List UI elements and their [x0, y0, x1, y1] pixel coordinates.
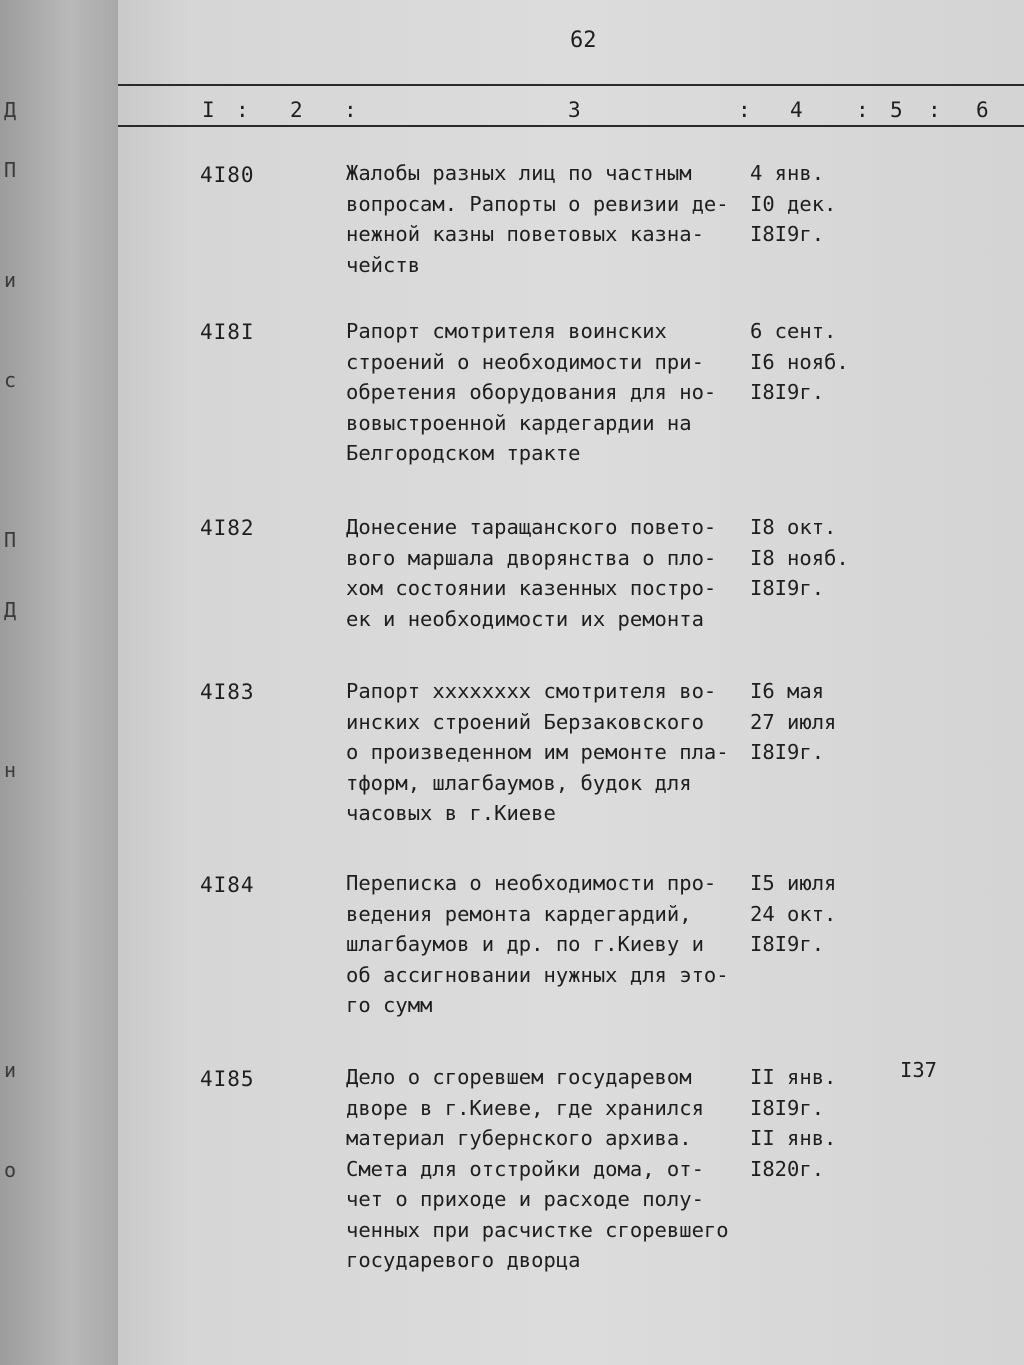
column-header-5: 5	[890, 98, 903, 122]
prev-page-mark: Д	[4, 598, 17, 622]
entry-description: Рапорт смотрителя воинских строений о необходимости при- обретения оборудования для но- вовыстроенной кардегардии на Белгородском тракте	[346, 319, 717, 465]
entry-dates: II янв. I8I9г. II янв. I820г.	[750, 1065, 837, 1181]
prev-page-mark: и	[4, 1058, 17, 1082]
entry-description: Донесение таращанского повето- вого маршала дворянства о пло- хом состоянии казенных постро- ек и необходимости их ремонта	[346, 515, 717, 631]
entry-number: 4I85	[200, 1067, 255, 1091]
prev-page-mark: и	[4, 268, 17, 292]
prev-page-mark: о	[4, 1158, 17, 1182]
entry-dates: 6 сент. I6 нояб. I8I9г.	[750, 319, 849, 404]
prev-page-mark: П	[4, 158, 17, 182]
entry-number: 4I83	[200, 680, 255, 704]
entry-description: Рапорт xxxxxxxx смотрителя во- инских строений Берзаковского о произведенном им ремонте пла- тформ, шлагбаумов, будок для часовых в г.Киеве	[346, 679, 729, 825]
column-header-6: 6	[976, 98, 989, 122]
entry-description: Жалобы разных лиц по частным вопросам. Рапорты о ревизии де- нежной казны поветовых казна- чейств	[346, 161, 729, 277]
entry-sheet-count: I37	[900, 1058, 938, 1082]
column-separator: :	[236, 98, 249, 122]
column-separator: :	[344, 98, 357, 122]
column-header-2: 2	[290, 98, 303, 122]
entry-dates: 4 янв. I0 дек. I8I9г.	[750, 161, 837, 246]
previous-page-edge	[0, 0, 118, 1365]
column-separator: :	[738, 98, 751, 122]
prev-page-mark: П	[4, 528, 17, 552]
column-header-1: I	[202, 98, 215, 122]
entry-dates: I8 окт. I8 нояб. I8I9г.	[750, 515, 849, 600]
entry-description: Дело о сгоревшем государевом дворе в г.Киеве, где хранился материал губернского архива. Смета для отстройки дома, от- чет о приходе и расходе полу- ченных при расчистке сгоревшего государевого дворца	[346, 1065, 729, 1272]
header-bottom-rule	[118, 125, 1024, 127]
column-header-3: 3	[568, 98, 581, 122]
entry-number: 4I80	[200, 163, 255, 187]
entry-number: 4I84	[200, 873, 255, 897]
entry-number: 4I82	[200, 516, 255, 540]
prev-page-mark: н	[4, 758, 17, 782]
page-number: 62	[570, 28, 597, 53]
header-top-rule	[118, 84, 1024, 86]
column-separator: :	[928, 98, 941, 122]
document-page	[118, 0, 1024, 1365]
column-separator: :	[856, 98, 869, 122]
column-header-4: 4	[790, 98, 803, 122]
entry-dates: I5 июля 24 окт. I8I9г.	[750, 871, 837, 956]
prev-page-mark: Д	[4, 98, 17, 122]
entry-dates: I6 мая 27 июля I8I9г.	[750, 679, 837, 764]
entry-number: 4I8I	[200, 320, 255, 344]
entry-description: Переписка о необходимости про- ведения ремонта кардегардий, шлагбаумов и др. по г.Киеву и об ассигновании нужных для это- го сумм	[346, 871, 729, 1017]
prev-page-mark: с	[4, 368, 17, 392]
